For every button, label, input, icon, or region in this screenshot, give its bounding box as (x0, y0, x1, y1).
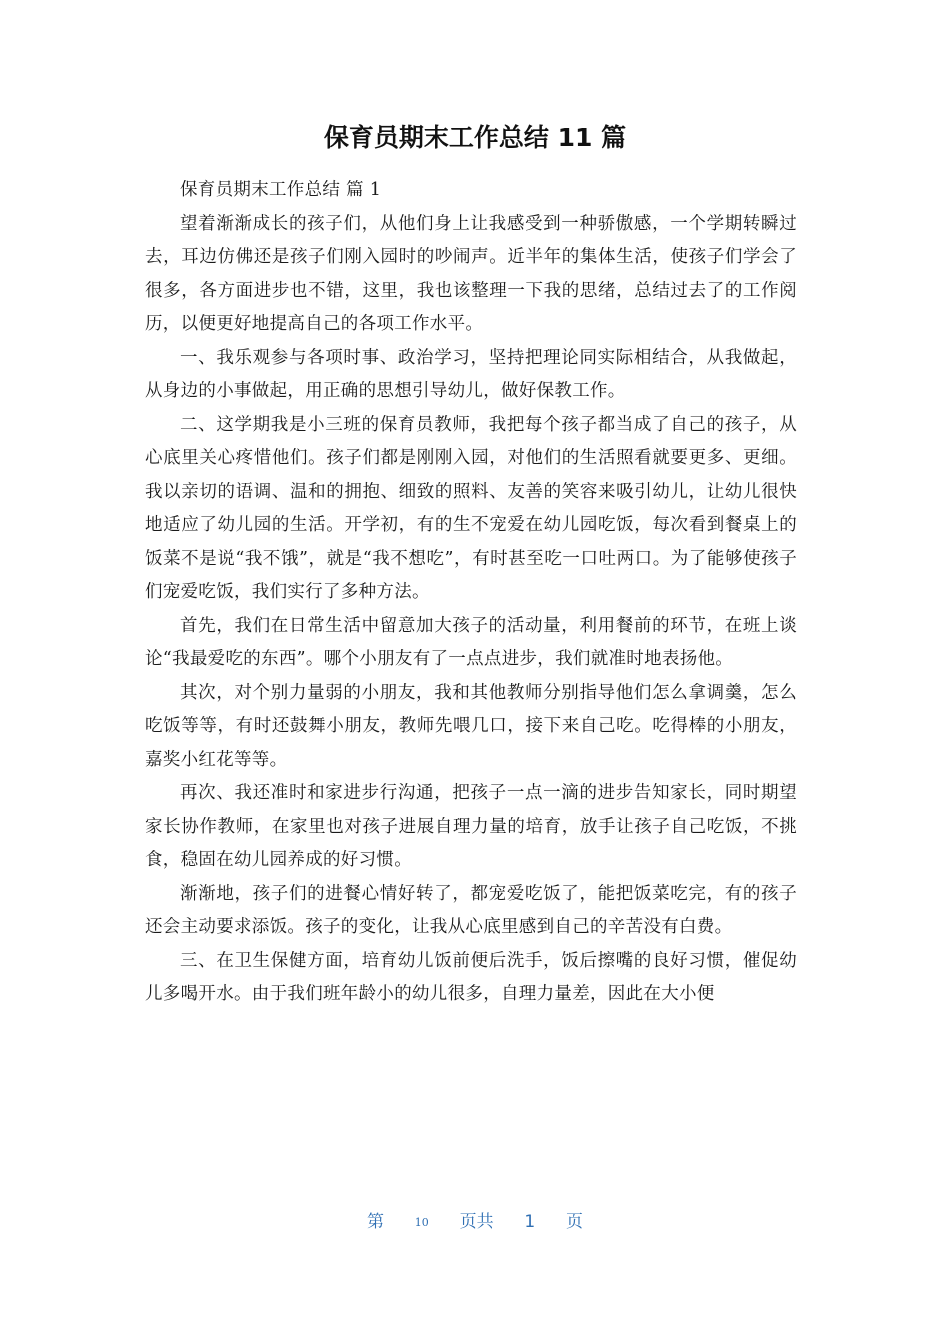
footer-total-pages: 1 (524, 1212, 536, 1232)
paragraph: 首先，我们在日常生活中留意加大孩子的活动量，利用餐前的环节，在班上谈论“我最爱吃的东西”。哪个小朋友有了一点点进步，我们就准时地表扬他。 (145, 615, 797, 669)
page-footer (0, 1208, 950, 1237)
paragraph: 渐渐地，孩子们的进餐心情好转了，都宠爱吃饭了，能把饭菜吃完，有的孩子还会主动要求添饭。孩子的变化，让我从心底里感到自己的辛苦没有白费。 (145, 883, 797, 937)
paragraph: 三、在卫生保健方面，培育幼儿饭前便后洗手，饭后擦嘴的良好习惯，催促幼儿多喝开水。由于我们班年龄小的幼儿很多，自理力量差，因此在大小便 (145, 950, 797, 1004)
paragraph: 一、我乐观参与各项时事、政治学习，坚持把理论同实际相结合，从我做起，从身边的小事做起，用正确的思想引导幼儿，做好保教工作。 (145, 347, 797, 401)
footer-label-end: 页 (566, 1212, 584, 1232)
footer-page-number: 10 (414, 1216, 429, 1229)
document-title: 保育员期末工作总结 11 篇 (323, 123, 627, 152)
paragraph: 二、这学期我是小三班的保育员教师，我把每个孩子都当成了自己的孩子，从心底里关心疼惜他们。孩子们都是刚刚入园，对他们的生活照看就要更多、更细。我以亲切的语调、温和的拥抱、细致的照料、友善的笑容来吸引幼儿，让幼儿很快地适应了幼儿园的生活。开学初，有的生不宠爱在幼儿园吃饭，每次看到餐桌上的饭菜不是说“我不饿”，就是“我不想吃”，有时甚至吃一口吐两口。为了能够使孩子们宠爱吃饭，我们实行了多种方法。 (145, 414, 797, 602)
footer-label-page: 第 (366, 1212, 384, 1232)
paragraph: 再次、我还准时和家进步行沟通，把孩子一点一滴的进步告知家长，同时期望家长协作教师，在家里也对孩子进展自理力量的培育，放手让孩子自己吃饭，不挑食，稳固在幼儿园养成的好习惯。 (145, 783, 797, 870)
section-heading: 保育员期末工作总结 篇 1 (180, 180, 382, 200)
footer-label-total: 页共 (459, 1212, 494, 1232)
paragraph: 望着渐渐成长的孩子们，从他们身上让我感受到一种骄傲感，一个学期转瞬过去，耳边仿佛还是孩子们刚入园时的吵闹声。近半年的集体生活，使孩子们学会了很多，各方面进步也不错，这里，我也该整理一下我的思绪，总结过去了的工作阅历，以便更好地提高自己的各项工作水平。 (145, 213, 797, 334)
paragraph: 其次，对个别力量弱的小朋友，我和其他教师分别指导他们怎么拿调羹，怎么吃饭等等，有时还鼓舞小朋友，教师先喂几口，接下来自己吃。吃得棒的小朋友，嘉奖小红花等等。 (145, 682, 797, 770)
document-body (145, 174, 797, 1012)
